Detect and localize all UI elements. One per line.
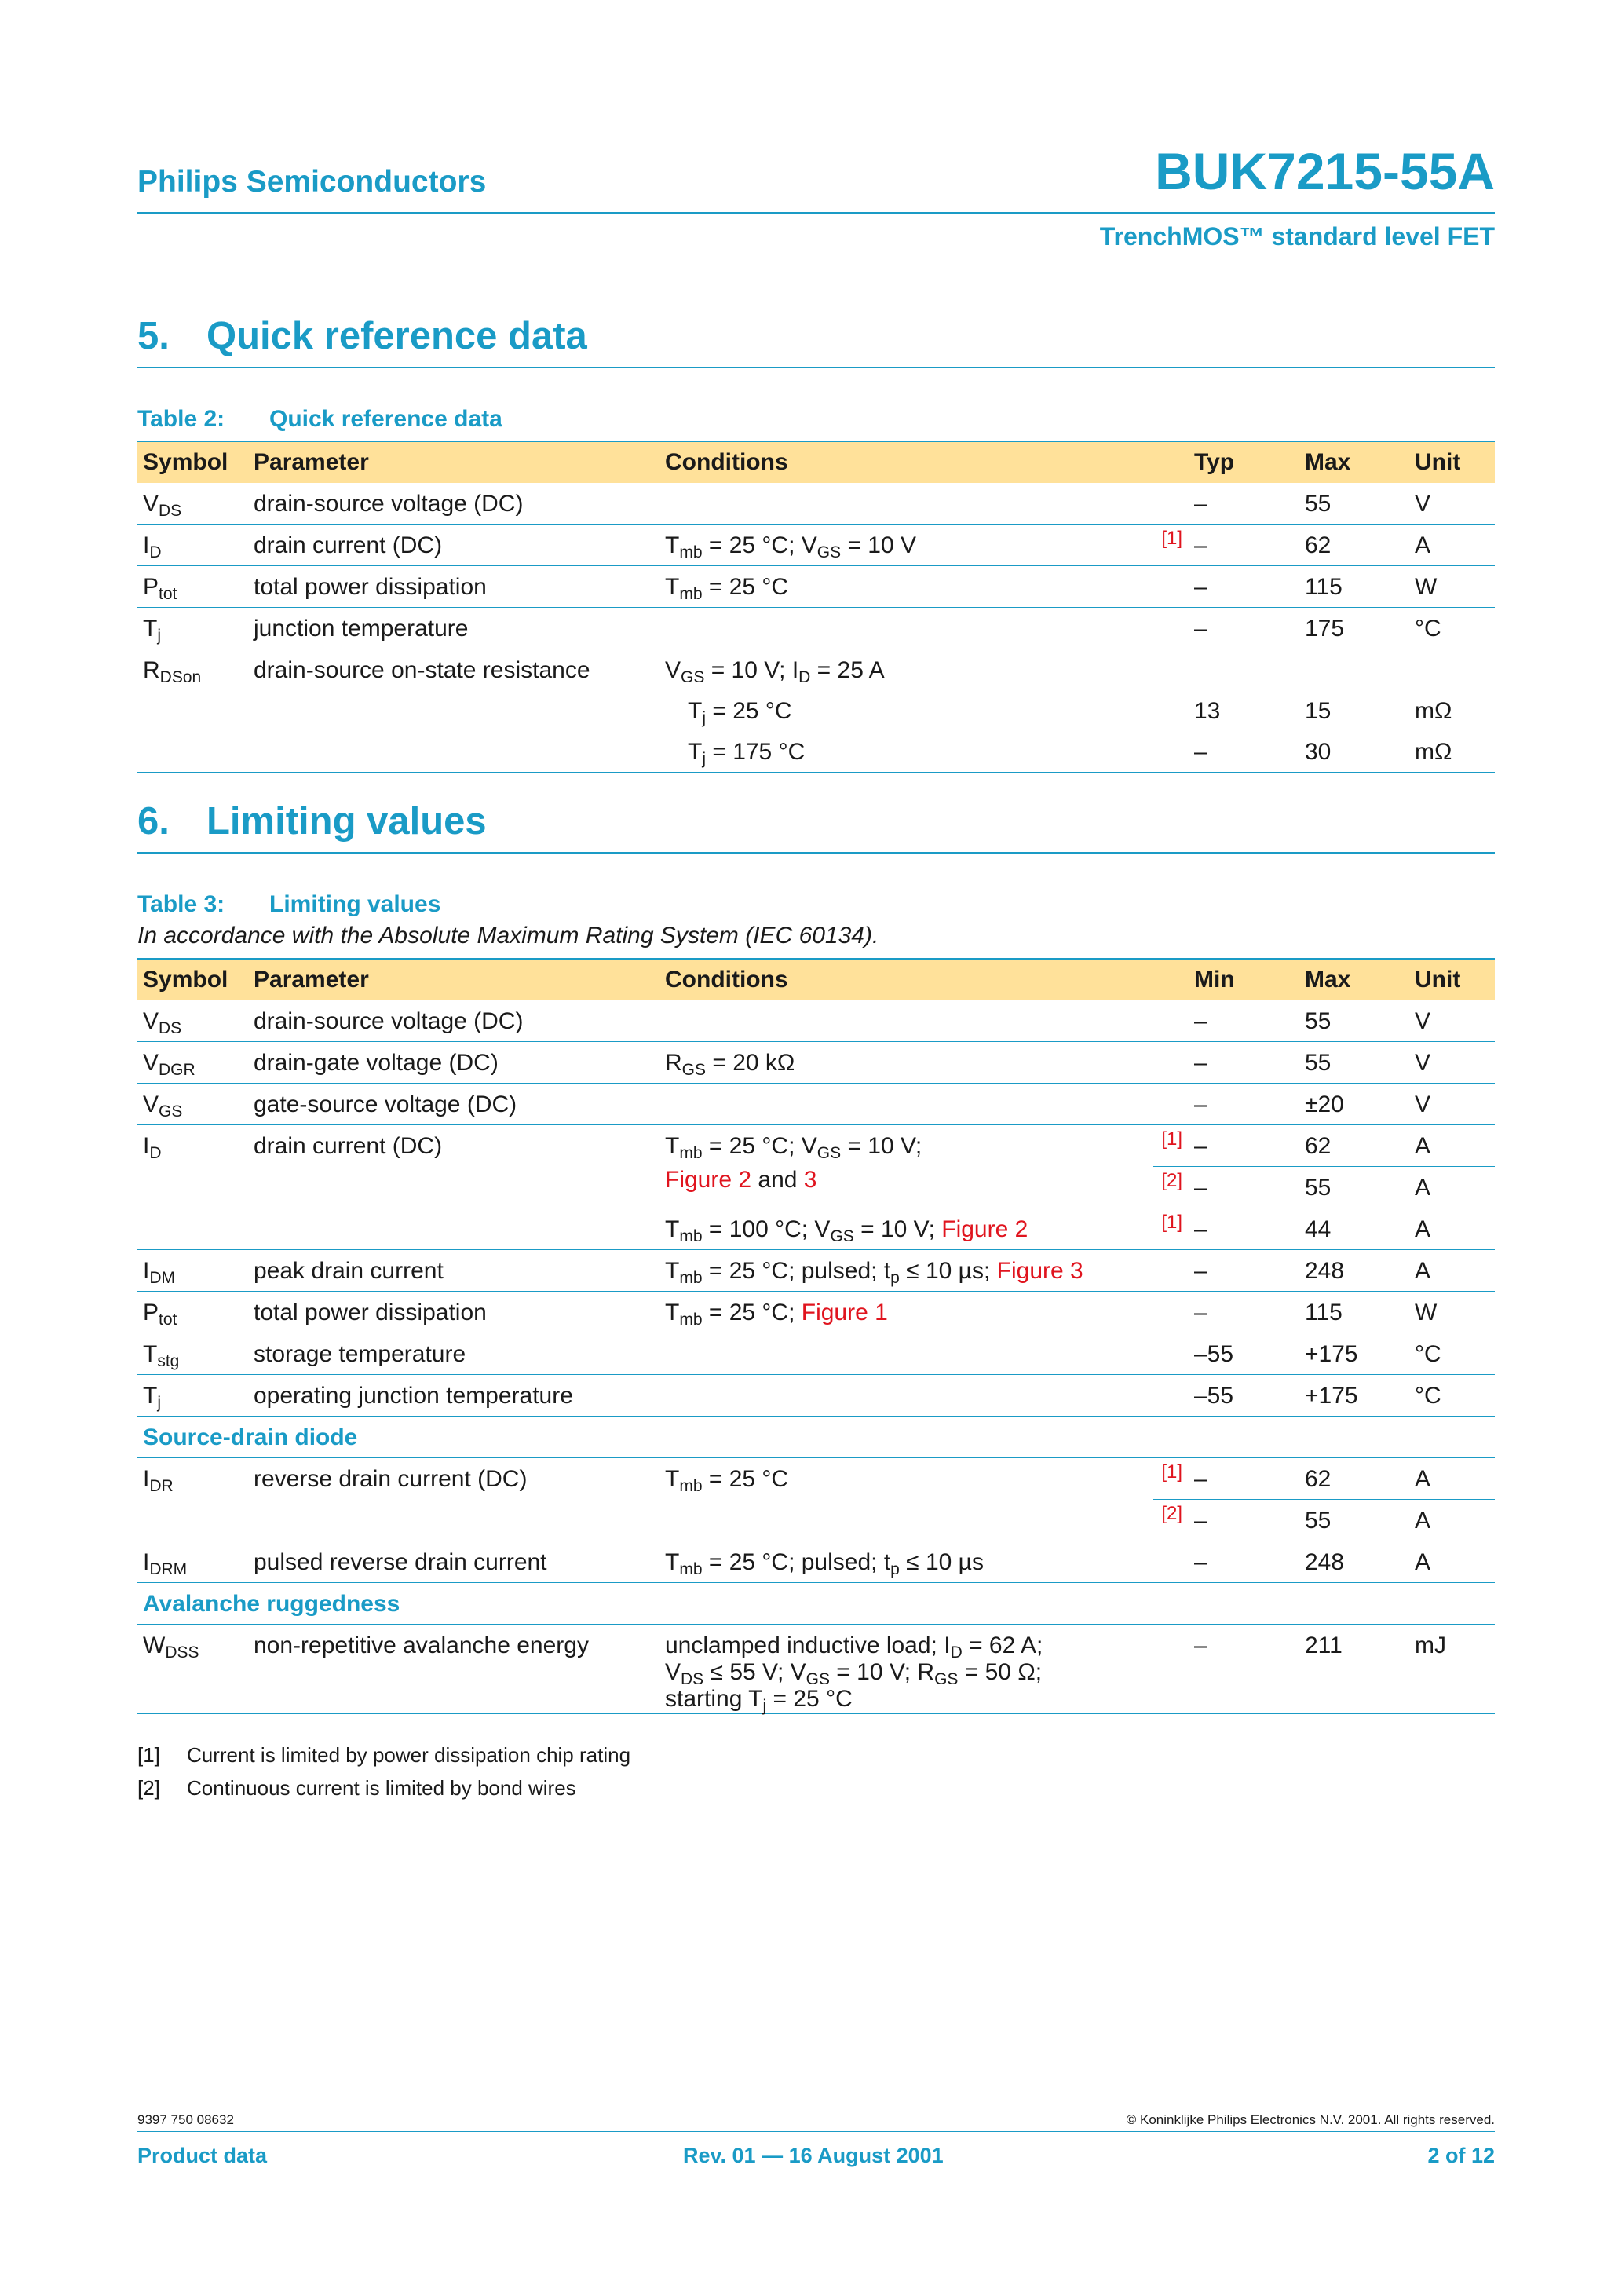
quick-reference-table <box>137 441 1495 773</box>
cell-note <box>1153 1625 1189 1714</box>
cell-symbol: $T_j$ <box>137 608 248 649</box>
cell-symbol <box>137 1208 248 1250</box>
cell-min: – <box>1189 1625 1299 1714</box>
section-title: Quick reference data <box>206 315 587 357</box>
cell-parameter: drain current (DC) <box>248 525 659 566</box>
table-title: Quick reference data <box>269 406 502 432</box>
cell-parameter: total power dissipation <box>248 566 659 608</box>
cell-max: 55 <box>1299 1042 1409 1084</box>
cell-conditions: $T_{mb} = 25$ °C; pulsed; $t_p \le 10$ µs; Figure 3 <box>659 1250 1153 1292</box>
cell-max: 62 <box>1299 1125 1409 1167</box>
cell-max: 62 <box>1299 525 1409 566</box>
cell-note <box>1153 608 1189 649</box>
cell-parameter: storage temperature <box>248 1333 659 1375</box>
footnote-text: Current is limited by power dissipation chip rating <box>187 1743 631 1767</box>
cell-note <box>1153 1042 1189 1084</box>
col-parameter: Parameter <box>248 441 659 483</box>
table-header-row <box>137 959 1495 1000</box>
cell-parameter: peak drain current <box>248 1250 659 1292</box>
cell-unit: °C <box>1409 1333 1495 1375</box>
table-row <box>137 1167 1495 1208</box>
table-row <box>137 649 1495 691</box>
cell-conditions: $R_{GS} = 20$ kΩ <box>659 1042 1153 1084</box>
cell-parameter: drain-gate voltage (DC) <box>248 1042 659 1084</box>
cell-max: 55 <box>1299 1167 1409 1208</box>
cell-unit: W <box>1409 1292 1495 1333</box>
cell-min: –55 <box>1189 1333 1299 1375</box>
cell-min: – <box>1189 1125 1299 1167</box>
table-title: Limiting values <box>269 891 441 917</box>
cell-min: – <box>1189 1250 1299 1292</box>
cell-min: – <box>1189 1500 1299 1541</box>
cell-conditions: unclamped inductive load; $I_D = 62$ A; $V_{DS} \le 55$ V; $V_{GS} = 10$ V; $R_{GS} = 50$ Ω; starting $T_j = 25$ °C <box>659 1625 1153 1714</box>
cell-note <box>1153 731 1189 773</box>
cell-min: – <box>1189 1167 1299 1208</box>
cell-symbol: $V_{GS}$ <box>137 1084 248 1125</box>
subheading-cell: Avalanche ruggedness <box>137 1583 1495 1625</box>
table-row <box>137 1500 1495 1541</box>
cell-parameter: drain-source on-state resistance <box>254 657 590 683</box>
cell-unit: A <box>1409 1250 1495 1292</box>
cell-note: [1] <box>1153 1125 1189 1167</box>
cell-conditions: $T_j = 25$ °C <box>688 698 792 727</box>
table-2-caption <box>137 406 502 433</box>
cell-max: 44 <box>1299 1208 1409 1250</box>
table-row <box>137 1625 1495 1714</box>
cell-symbol: $I_{DM}$ <box>137 1250 248 1292</box>
cell-note <box>1153 690 1189 731</box>
cell-symbol: $I_{DRM}$ <box>137 1541 248 1583</box>
cell-unit: °C <box>1409 1375 1495 1417</box>
cell-conditions <box>659 1000 1153 1042</box>
cell-typ: – <box>1189 566 1299 608</box>
col-min: Min <box>1189 959 1299 1000</box>
table-row <box>137 731 1495 773</box>
cell-symbol: $P_{tot}$ <box>137 566 248 608</box>
cell-symbol: $T_{stg}$ <box>137 1333 248 1375</box>
cell-conditions <box>659 483 1153 525</box>
cell-unit: mJ <box>1409 1625 1495 1714</box>
cell-parameter: drain-source voltage (DC) <box>248 483 659 525</box>
col-max: Max <box>1299 959 1409 1000</box>
col-max: Max <box>1299 441 1409 483</box>
cell-min: – <box>1189 1541 1299 1583</box>
cell-max: 248 <box>1299 1541 1409 1583</box>
cell-parameter: non-repetitive avalanche energy <box>248 1625 659 1714</box>
cell-unit: mΩ <box>1409 731 1495 773</box>
section-number: 5. <box>137 315 170 357</box>
section-number: 6. <box>137 800 170 843</box>
cell-unit: A <box>1409 1458 1495 1500</box>
section-title: Limiting values <box>206 800 487 843</box>
cell-note: [2] <box>1153 1500 1189 1541</box>
cell-conditions: Figure 2 and 3 <box>659 1167 1153 1208</box>
table-row <box>137 1042 1495 1084</box>
cell-max: 115 <box>1299 566 1409 608</box>
cell-parameter: drain current (DC) <box>254 1133 443 1159</box>
cell-unit: V <box>1409 1084 1495 1125</box>
cell-min: –55 <box>1189 1375 1299 1417</box>
cell-max: 248 <box>1299 1250 1409 1292</box>
cell-max: 211 <box>1299 1625 1409 1714</box>
footer-status: Product data <box>137 2144 268 2167</box>
company-name: Philips Semiconductors <box>137 165 487 199</box>
cell-symbol: $R_{DSon}$ <box>143 657 202 686</box>
cell-min: – <box>1189 1292 1299 1333</box>
cell-note <box>1153 483 1189 525</box>
footer-rule <box>137 2131 1495 2132</box>
copyright: © Koninklijke Philips Electronics N.V. 2001. All rights reserved. <box>1126 2112 1495 2127</box>
cell-parameter: junction temperature <box>248 608 659 649</box>
cell-typ <box>1189 649 1299 691</box>
section-rule <box>137 852 1495 854</box>
footnote-2 <box>137 1776 576 1801</box>
cell-conditions <box>659 1375 1153 1417</box>
table-row <box>137 1208 1495 1250</box>
cell-max: 15 <box>1305 698 1332 724</box>
cell-conditions: $T_{mb} = 100$ °C; $V_{GS} = 10$ V; Figure 2 <box>659 1208 1153 1250</box>
cell-parameter: reverse drain current (DC) <box>254 1466 528 1492</box>
cell-conditions: $T_{mb} = 25$ °C; Figure 1 <box>659 1292 1153 1333</box>
footer-revision: Rev. 01 — 16 August 2001 <box>683 2144 944 2167</box>
cell-note: [1] <box>1153 1458 1189 1500</box>
col-note <box>1153 959 1189 1000</box>
table-subheading-row <box>137 1583 1495 1625</box>
cell-symbol: $W_{DSS}$ <box>137 1625 248 1714</box>
cell-max <box>1299 649 1409 691</box>
cell-symbol: $V_{DGR}$ <box>137 1042 248 1084</box>
table-row <box>137 483 1495 525</box>
cell-unit: V <box>1409 1000 1495 1042</box>
cell-parameter <box>248 731 659 773</box>
cell-note <box>1153 566 1189 608</box>
footer-page-number: 2 of 12 <box>1427 2144 1495 2167</box>
table-subheading-row <box>137 1417 1495 1458</box>
cell-parameter <box>248 1167 659 1208</box>
cell-unit: mΩ <box>1415 698 1452 724</box>
cell-note <box>1153 1000 1189 1042</box>
cell-symbol: $I_{DR}$ <box>143 1466 174 1495</box>
table-row <box>137 1375 1495 1417</box>
cell-note <box>1153 1250 1189 1292</box>
footnote-number: [2] <box>137 1776 160 1800</box>
cell-max: 55 <box>1299 483 1409 525</box>
col-symbol: Symbol <box>137 959 248 1000</box>
table-label: Table 2: <box>137 406 225 432</box>
footnote-1 <box>137 1743 630 1768</box>
table-row <box>137 525 1495 566</box>
cell-typ: – <box>1189 525 1299 566</box>
section-rule <box>137 367 1495 368</box>
cell-unit: W <box>1409 566 1495 608</box>
table-row <box>137 1292 1495 1333</box>
table-row <box>137 1000 1495 1042</box>
cell-max: 30 <box>1299 731 1409 773</box>
table-row <box>137 608 1495 649</box>
part-number: BUK7215-55A <box>1155 142 1495 200</box>
subheading-cell: Source-drain diode <box>137 1417 1495 1458</box>
cell-max: +175 <box>1299 1333 1409 1375</box>
col-typ: Typ <box>1189 441 1299 483</box>
cell-conditions: $T_{mb} = 25$ °C; $V_{GS} = 10$ V <box>659 525 1153 566</box>
cell-unit: A <box>1409 1500 1495 1541</box>
section-6-heading <box>137 799 487 843</box>
col-unit: Unit <box>1409 959 1495 1000</box>
cell-unit <box>1409 649 1495 691</box>
table-row <box>137 1333 1495 1375</box>
cell-max: 175 <box>1299 608 1409 649</box>
cell-unit: A <box>1409 1541 1495 1583</box>
cell-symbol: $V_{DS}$ <box>137 483 248 525</box>
cell-unit: A <box>1409 1208 1495 1250</box>
cell-note <box>1153 1541 1189 1583</box>
col-conditions: Conditions <box>659 441 1153 483</box>
cell-typ: – <box>1189 731 1299 773</box>
cell-parameter <box>248 1500 659 1541</box>
table-row <box>137 1458 1495 1500</box>
table-header-row <box>137 441 1495 483</box>
cell-symbol: $P_{tot}$ <box>137 1292 248 1333</box>
cell-note <box>1153 1375 1189 1417</box>
cell-max: 115 <box>1299 1292 1409 1333</box>
cell-min: – <box>1189 1208 1299 1250</box>
cell-symbol <box>137 1500 248 1541</box>
footnote-number: [1] <box>137 1743 160 1767</box>
cell-min: – <box>1189 1000 1299 1042</box>
cell-conditions <box>659 608 1153 649</box>
table-row <box>137 1084 1495 1125</box>
cell-symbol <box>137 690 248 731</box>
cell-note: [2] <box>1153 1167 1189 1208</box>
col-symbol: Symbol <box>137 441 248 483</box>
cell-min: – <box>1189 1084 1299 1125</box>
cell-conditions <box>659 1500 1153 1541</box>
cell-typ: – <box>1189 483 1299 525</box>
cell-unit: A <box>1409 1167 1495 1208</box>
cell-max: 55 <box>1299 1500 1409 1541</box>
document-number: 9397 750 08632 <box>137 2112 234 2127</box>
col-unit: Unit <box>1409 441 1495 483</box>
limiting-values-table <box>137 958 1495 1714</box>
cell-symbol <box>137 731 248 773</box>
cell-conditions: $T_{mb} = 25$ °C; $V_{GS} = 10$ V; <box>665 1133 922 1162</box>
cell-parameter: operating junction temperature <box>248 1375 659 1417</box>
cell-symbol: $I_D$ <box>143 1133 162 1162</box>
cell-conditions: $T_{mb} = 25$ °C <box>665 1466 789 1495</box>
cell-conditions <box>659 1084 1153 1125</box>
cell-min: – <box>1189 1042 1299 1084</box>
document-subtitle: TrenchMOS™ standard level FET <box>1099 222 1495 250</box>
cell-max: 62 <box>1299 1458 1409 1500</box>
cell-max: ±20 <box>1299 1084 1409 1125</box>
cell-note <box>1153 649 1189 691</box>
cell-unit: V <box>1409 483 1495 525</box>
cell-note <box>1153 1084 1189 1125</box>
cell-conditions <box>659 1333 1153 1375</box>
col-parameter: Parameter <box>248 959 659 1000</box>
cell-note: [1] <box>1153 525 1189 566</box>
table-row <box>137 1125 1495 1167</box>
cell-parameter <box>248 690 659 731</box>
cell-parameter <box>248 1208 659 1250</box>
cell-symbol: $T_j$ <box>137 1375 248 1417</box>
table-label: Table 3: <box>137 891 225 917</box>
cell-conditions: $T_{mb} = 25$ °C; pulsed; $t_p \le 10$ µs <box>659 1541 1153 1583</box>
cell-parameter: total power dissipation <box>248 1292 659 1333</box>
cell-symbol <box>137 1167 248 1208</box>
cell-unit: °C <box>1409 608 1495 649</box>
cell-parameter: gate-source voltage (DC) <box>248 1084 659 1125</box>
col-conditions: Conditions <box>659 959 1153 1000</box>
cell-unit: A <box>1409 525 1495 566</box>
cell-note <box>1153 1333 1189 1375</box>
cell-conditions: $T_{mb} = 25$ °C <box>659 566 1153 608</box>
cell-symbol: $I_D$ <box>137 525 248 566</box>
table-row <box>137 1250 1495 1292</box>
cell-max: +175 <box>1299 1375 1409 1417</box>
cell-unit: V <box>1409 1042 1495 1084</box>
cell-unit: A <box>1409 1125 1495 1167</box>
cell-conditions: $T_j = 175$ °C <box>659 731 1153 773</box>
table-3-caption <box>137 891 440 918</box>
table-row <box>137 1541 1495 1583</box>
table-3-note: In accordance with the Absolute Maximum Rating System (IEC 60134). <box>137 923 879 949</box>
cell-min: – <box>1189 1458 1299 1500</box>
cell-symbol: $V_{DS}$ <box>137 1000 248 1042</box>
cell-conditions: $V_{GS} = 10$ V; $I_D = 25$ A <box>665 657 885 686</box>
cell-typ: – <box>1189 608 1299 649</box>
table-row <box>137 690 1495 731</box>
section-5-heading <box>137 314 587 358</box>
cell-note <box>1153 1292 1189 1333</box>
cell-parameter: pulsed reverse drain current <box>248 1541 659 1583</box>
cell-note: [1] <box>1153 1208 1189 1250</box>
col-note <box>1153 441 1189 483</box>
header-rule <box>137 212 1495 214</box>
cell-typ: 13 <box>1194 698 1221 724</box>
footnote-text: Continuous current is limited by bond wires <box>187 1776 576 1800</box>
table-row <box>137 566 1495 608</box>
cell-max: 55 <box>1299 1000 1409 1042</box>
cell-parameter: drain-source voltage (DC) <box>248 1000 659 1042</box>
